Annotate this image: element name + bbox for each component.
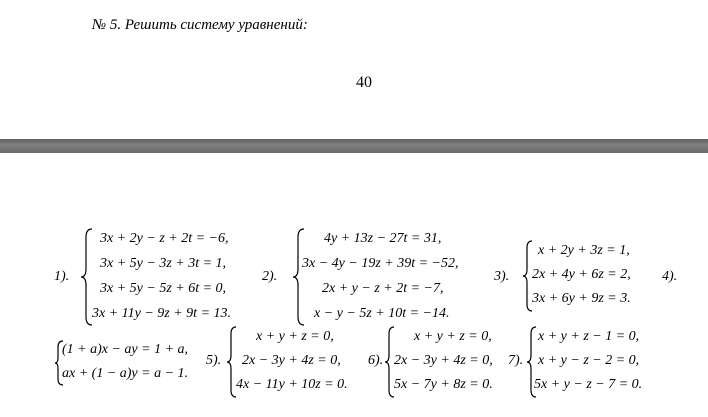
equation: 4x − 11y + 10z = 0. [236, 377, 348, 392]
page-bottom [0, 153, 708, 417]
system-4 [54, 339, 224, 387]
equation: 2x − 3y + 4z = 0, [394, 353, 493, 368]
system-3 [522, 239, 662, 313]
equation: x + y + z = 0, [256, 329, 334, 344]
left-brace-icon [292, 227, 306, 327]
equation: x + y + z − 1 = 0, [538, 329, 640, 344]
equation: 5x + y − z − 7 = 0. [534, 377, 643, 392]
system-7 [526, 325, 666, 399]
system-label-1: 1). [54, 269, 70, 284]
equation: 3x + 6y + 9z = 3. [532, 291, 631, 306]
system-label-4: 4). [662, 269, 678, 284]
equation: 3x + 2y − z + 2t = −6, [100, 231, 229, 246]
page-number: 40 [356, 74, 372, 91]
equation: 3x − 4y − 19z + 39t = −52, [302, 256, 459, 271]
page-separator [0, 139, 708, 153]
equation: x + y + z = 0, [414, 329, 492, 344]
system-label-6: 6). [368, 353, 384, 368]
system-6 [384, 325, 508, 399]
page-top [0, 0, 708, 139]
equation: 3x + 5y − 5z + 6t = 0, [100, 281, 227, 296]
equation: 2x + 4y + 6z = 2, [532, 267, 631, 282]
equation: 2x − 3y + 4z = 0, [242, 353, 341, 368]
equation: 4y + 13z − 27t = 31, [324, 231, 442, 246]
equation: x − y − 5z + 10t = −14. [314, 306, 450, 321]
equation: 3x + 5y − 3z + 3t = 1, [100, 256, 227, 271]
system-label-3: 3). [494, 269, 510, 284]
equation: 2x + y − z + 2t = −7, [322, 281, 444, 296]
equation: x + 2y + 3z = 1, [538, 243, 630, 258]
equation: 3x + 11y − 9z + 9t = 13. [92, 306, 232, 321]
equation: (1 + a)x − ay = 1 + a, [62, 342, 189, 357]
equation: ax + (1 − a)y = a − 1. [62, 366, 189, 381]
equation: x + y − z − 2 = 0, [538, 353, 640, 368]
system-1 [80, 227, 280, 327]
system-5 [226, 325, 376, 399]
equation: 5x − 7y + 8z = 0. [394, 377, 493, 392]
system-label-7: 7). [508, 353, 524, 368]
system-label-5: 5). [206, 353, 222, 368]
system-label-2: 2). [262, 269, 278, 284]
system-2 [292, 227, 492, 327]
task-title: № 5. Решить систему уравнений: [92, 17, 308, 33]
